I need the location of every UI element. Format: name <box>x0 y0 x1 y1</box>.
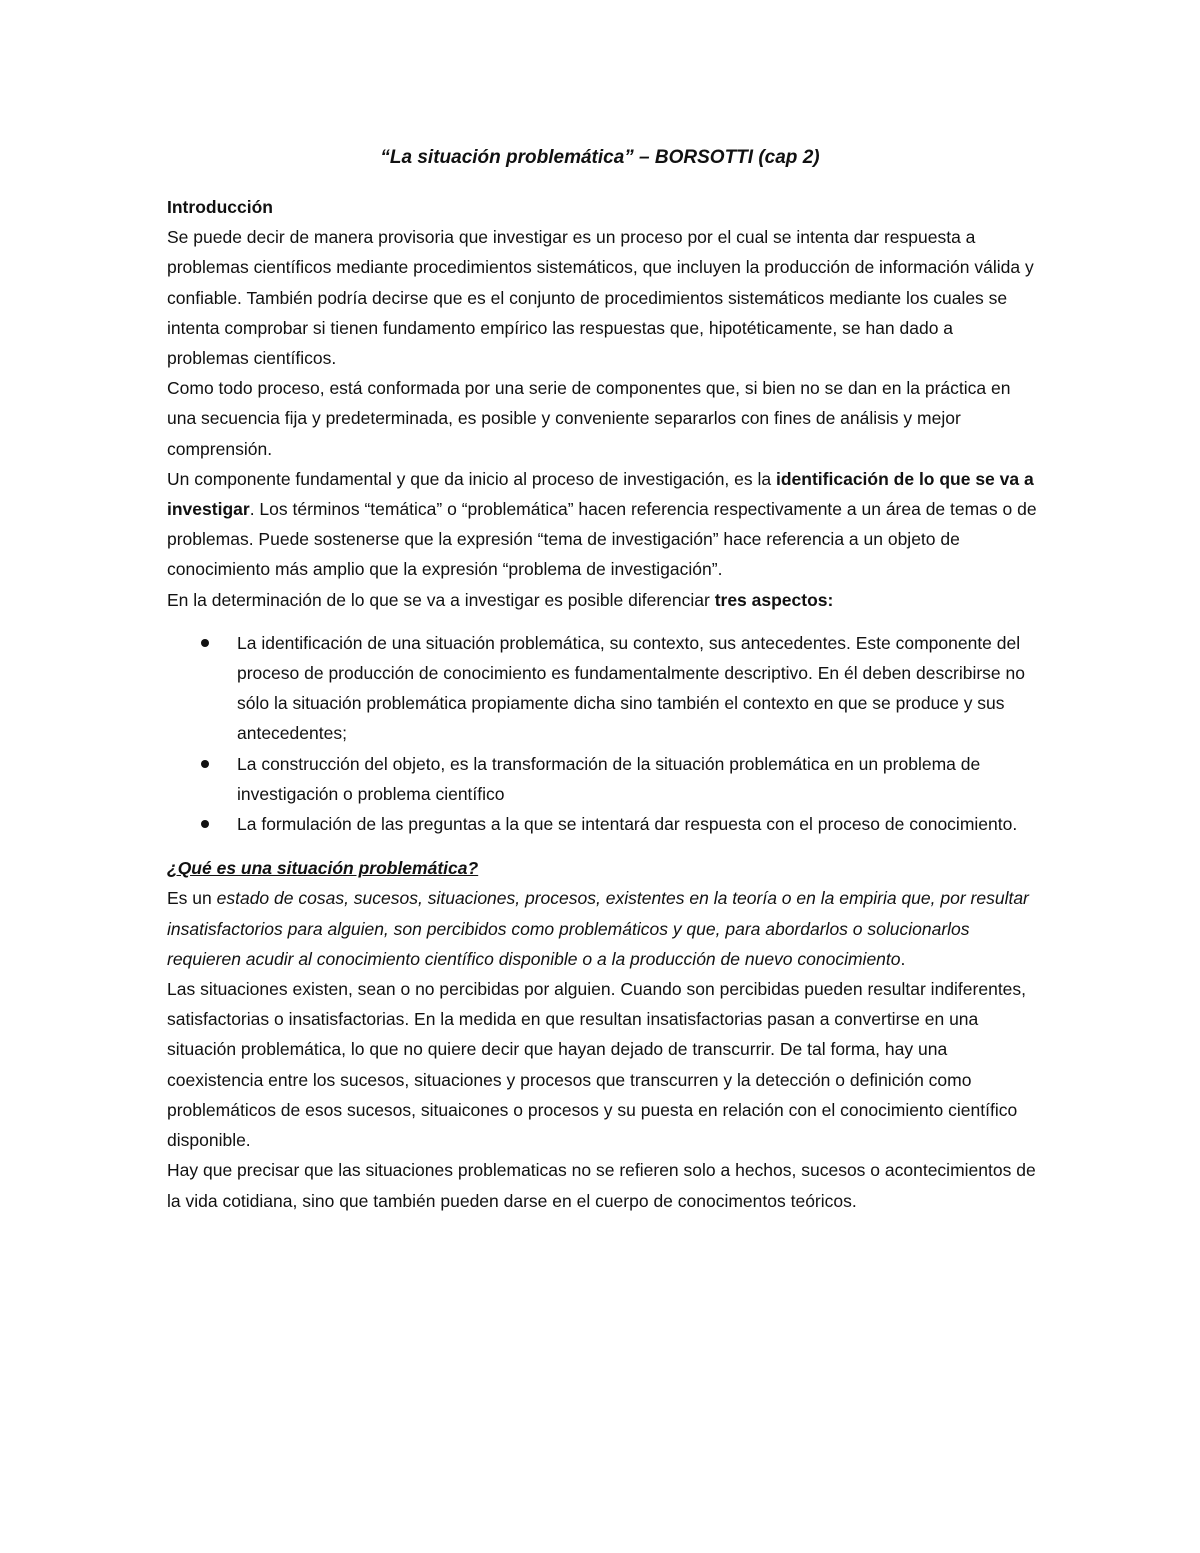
p3-text-b: . Los términos “temática” o “problemática” hacen referencia respectivamente a un área de temas o de problemas. Puede sostenerse que la expresión “tema de investigación” hace referencia a un objeto de conocimiento más amplio que la expresión “problema de investigación”. <box>167 499 1037 580</box>
def-italic-text: estado de cosas, sucesos, situaciones, procesos, existentes en la teoría o en la empiria que, por resultar insatisfactorios para alguien, son percibidos como problemáticos y que, para abordarlos o solucionarlos requieren acudir al conocimiento científico disponible o a la producción de nuevo conocimiento <box>167 888 1029 969</box>
intro-paragraph-1: Se puede decir de manera provisoria que investigar es un proceso por el cual se intenta dar respuesta a problemas científicos mediante procedimientos sistemáticos, que incluyen la producción de información válida y confiable. También podría decirse que es el conjunto de procedimientos sistemáticos mediante los cuales se intenta comprobar si tienen fundamento empírico las respuestas que, hipotéticamente, se han dado a problemas científicos. <box>167 227 1034 369</box>
intro-paragraph-4 <box>167 585 1037 615</box>
intro-paragraph-3 <box>167 464 1037 585</box>
bullet-icon <box>201 760 209 768</box>
intro-heading: Introducción <box>167 197 273 217</box>
list-item-text: La identificación de una situación problemática, su contexto, sus antecedentes. Este componente del proceso de producción de conocimiento es fundamentalmente descriptivo. En él deben describirse no sólo la situación problemática propiamente dicha sino también el contexto en que se produce y sus antecedentes; <box>237 632 1025 744</box>
list-item <box>167 749 1037 809</box>
list-item-text: La construcción del objeto, es la transformación de la situación problemática en un problema de investigación o problema científico <box>237 753 981 804</box>
document-body <box>167 192 1037 1216</box>
aspects-list <box>167 628 1037 839</box>
list-item-text: La formulación de las preguntas a la que se intentará dar respuesta con el proceso de conocimiento. <box>237 814 1018 835</box>
bullet-icon <box>201 639 209 647</box>
p3-text-a: Un componente fundamental y que da inicio al proceso de investigación, es la <box>167 468 776 489</box>
section-heading: ¿Qué es una situación problemática? <box>167 858 479 879</box>
section-paragraph-3: Hay que precisar que las situaciones problematicas no se refieren solo a hechos, sucesos o acontecimientos de la vida cotidiana, sino que también pueden darse en el cuerpo de conocimentos teóricos. <box>167 1160 1036 1211</box>
intro-paragraph-2: Como todo proceso, está conformada por una serie de componentes que, si bien no se dan en la práctica en una secuencia fija y predeterminada, es posible y conveniente separarlos con fines de análisis y mejor comprensión. <box>167 378 1011 459</box>
p4-bold-text: tres aspectos: <box>714 589 834 610</box>
bullet-icon <box>201 820 209 828</box>
section-paragraph-2: Las situaciones existen, sean o no percibidas por alguien. Cuando son percibidas pueden resultar indiferentes, satisfactorias o insatisfactorias. En la medida en que resultan insatisfactorias pasan a convertirse en una situación problemática, lo que no quiere decir que hayan dejado de transcurrir. De tal forma, hay una coexistencia entre los sucesos, situaciones y procesos que transcurren y la detección o definición como problemáticos de esos sucesos, situaicones o procesos y su puesta en relación con el conocimiento científico disponible. <box>167 979 1027 1151</box>
definition-paragraph <box>167 883 1037 974</box>
list-item <box>167 809 1037 839</box>
document-title: “La situación problemática” – BORSOTTI (cap 2) <box>380 147 820 168</box>
p4-text-a: En la determinación de lo que se va a investigar es posible diferenciar <box>167 589 715 610</box>
def-text-a: Es un <box>167 888 217 909</box>
list-item <box>167 628 1037 749</box>
def-text-b: . <box>900 948 906 969</box>
p3-bold-text: identificación de lo que se va a investigar <box>167 468 1034 520</box>
